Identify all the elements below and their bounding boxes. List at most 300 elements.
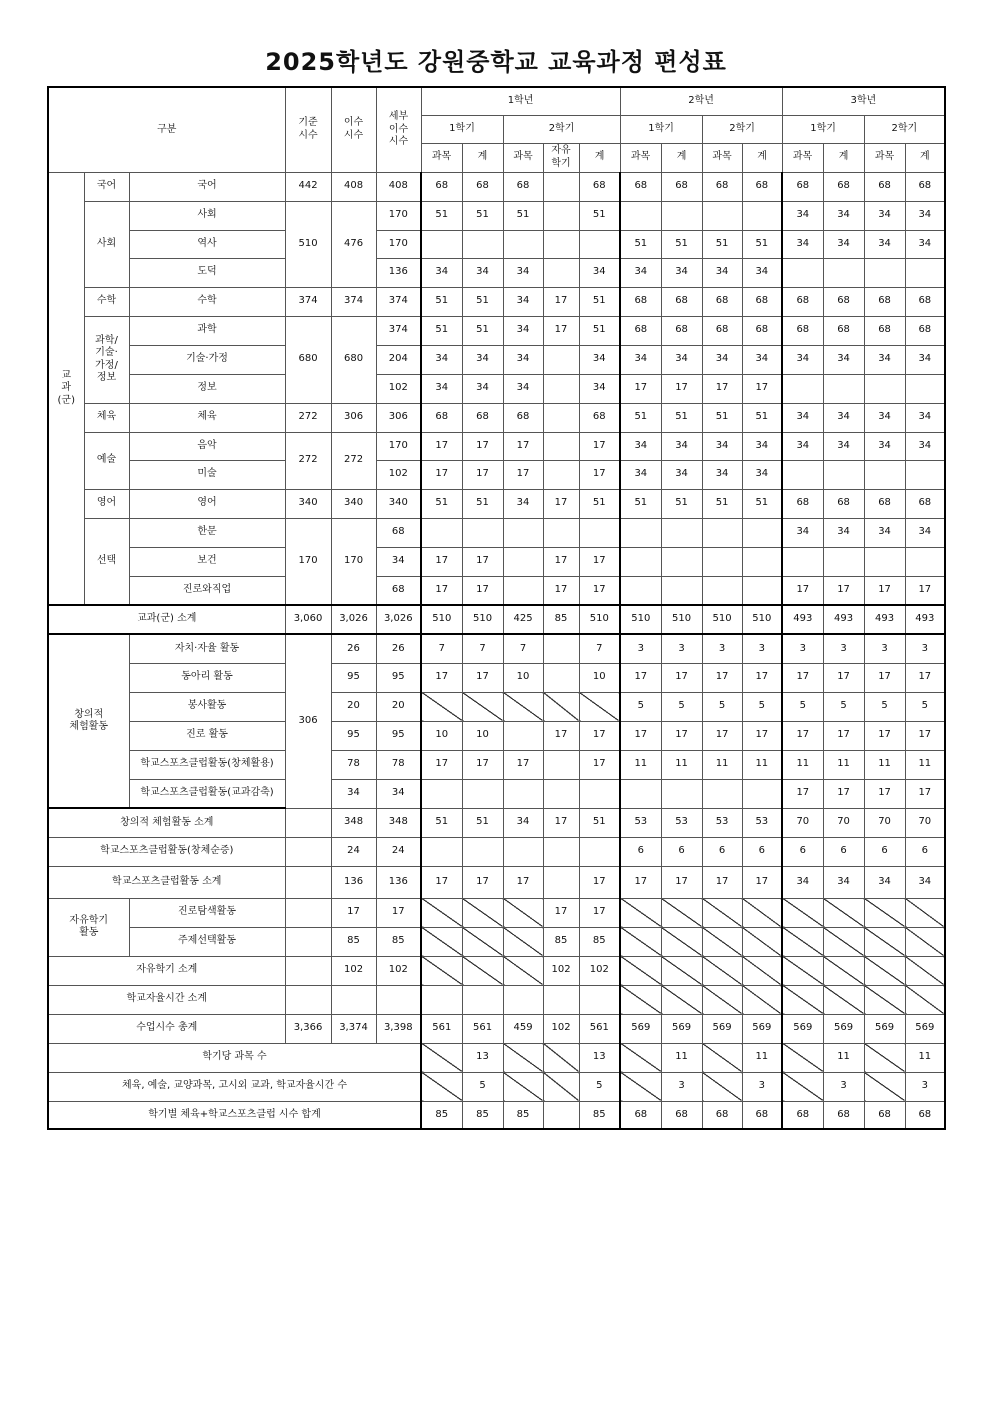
detail-hours-cell: 306 (376, 403, 421, 432)
subject-name: 영어 (129, 489, 285, 518)
value-cell: 3 (661, 1072, 702, 1101)
value-cell: 569 (742, 1014, 782, 1043)
detail-hours-cell: 374 (376, 287, 421, 316)
value-cell (543, 837, 579, 866)
value-cell: 34 (661, 432, 702, 460)
value-cell: 51 (579, 489, 620, 518)
value-cell: 569 (823, 1014, 864, 1043)
detail-hours-cell: 170 (376, 201, 421, 230)
detail-hours-cell: 95 (376, 663, 421, 692)
value-cell (905, 956, 945, 985)
value-cell: 34 (661, 460, 702, 489)
value-cell (543, 866, 579, 898)
value-cell: 51 (462, 316, 503, 345)
value-cell (823, 258, 864, 287)
activity-name: 자치·자율 활동 (129, 634, 285, 663)
subject-name: 국어 (129, 172, 285, 201)
value-cell: 3 (742, 1072, 782, 1101)
value-cell: 34 (782, 345, 823, 374)
grade1-header: 1학년 (421, 87, 620, 115)
value-cell: 7 (462, 634, 503, 663)
course-header: 과목 (782, 143, 823, 172)
value-cell: 34 (782, 432, 823, 460)
value-cell (579, 985, 620, 1014)
value-cell (503, 779, 543, 808)
value-cell: 68 (782, 1101, 823, 1129)
value-cell (543, 345, 579, 374)
value-cell: 34 (864, 866, 905, 898)
value-cell: 34 (620, 432, 661, 460)
table-row (48, 547, 945, 576)
value-cell: 510 (421, 605, 462, 634)
value-cell (864, 258, 905, 287)
detail-hours-cell: 26 (376, 634, 421, 663)
value-cell (462, 692, 503, 721)
value-cell: 17 (579, 866, 620, 898)
value-cell: 17 (782, 576, 823, 605)
table-row (48, 605, 945, 634)
value-cell: 6 (661, 837, 702, 866)
value-cell: 34 (742, 258, 782, 287)
value-cell: 10 (579, 663, 620, 692)
table-row (48, 201, 945, 230)
value-cell: 34 (905, 403, 945, 432)
take-hours-cell: 95 (331, 721, 376, 750)
take-hours-cell: 24 (331, 837, 376, 866)
value-cell: 70 (905, 808, 945, 837)
value-cell: 34 (503, 489, 543, 518)
value-cell: 17 (579, 547, 620, 576)
detail-hours-cell: 102 (376, 956, 421, 985)
value-cell: 51 (421, 201, 462, 230)
value-cell: 85 (579, 1101, 620, 1129)
subtotal-label: 자유학기 소계 (48, 956, 285, 985)
value-cell: 17 (620, 374, 661, 403)
base-hours-cell (285, 898, 331, 927)
value-cell (864, 460, 905, 489)
value-cell: 11 (823, 750, 864, 779)
detail-hours-cell: 24 (376, 837, 421, 866)
value-cell (543, 1072, 579, 1101)
value-cell (543, 692, 579, 721)
value-cell: 51 (462, 287, 503, 316)
value-cell: 68 (782, 172, 823, 201)
value-cell (702, 985, 742, 1014)
take-hours-cell: 34 (331, 779, 376, 808)
value-cell (823, 547, 864, 576)
activity-name: 학교스포츠클럽활동(창체활용) (129, 750, 285, 779)
value-cell: 17 (742, 866, 782, 898)
value-cell: 3 (702, 634, 742, 663)
subject-name: 수학 (129, 287, 285, 316)
table-row (48, 779, 945, 808)
value-cell: 68 (905, 1101, 945, 1129)
take-hours-cell: 680 (331, 316, 376, 403)
detail-hours-cell: 408 (376, 172, 421, 201)
value-cell: 6 (823, 837, 864, 866)
value-cell: 5 (782, 692, 823, 721)
base-hours-cell (285, 927, 331, 956)
subject-name: 도덕 (129, 258, 285, 287)
subject-name: 체육 (129, 403, 285, 432)
value-cell: 34 (864, 403, 905, 432)
value-cell: 68 (661, 172, 702, 201)
value-cell: 17 (661, 374, 702, 403)
value-cell (503, 547, 543, 576)
value-cell (462, 518, 503, 547)
value-cell: 85 (579, 927, 620, 956)
value-cell: 17 (579, 432, 620, 460)
value-cell: 34 (702, 460, 742, 489)
value-cell: 102 (543, 956, 579, 985)
grade3-header: 3학년 (782, 87, 945, 115)
value-cell (462, 898, 503, 927)
value-cell (702, 927, 742, 956)
subtotal-label: 학기별 체육+학교스포츠클럽 시수 합계 (48, 1101, 421, 1129)
value-cell: 34 (661, 258, 702, 287)
activity-name: 학교스포츠클럽활동(교과감축) (129, 779, 285, 808)
take-hours-cell: 136 (331, 866, 376, 898)
subject-name: 과학 (129, 316, 285, 345)
value-cell: 68 (905, 316, 945, 345)
value-cell (782, 985, 823, 1014)
value-cell: 34 (782, 518, 823, 547)
subtotal-label: 학교자율시간 소계 (48, 985, 285, 1014)
table-row (48, 316, 945, 345)
value-cell (503, 985, 543, 1014)
value-cell (503, 956, 543, 985)
detail-hours-cell: 136 (376, 258, 421, 287)
value-cell: 51 (702, 230, 742, 258)
value-cell: 68 (782, 316, 823, 345)
value-cell (421, 1072, 462, 1101)
value-cell: 68 (742, 316, 782, 345)
table-row (48, 432, 945, 460)
detail-hours-cell: 340 (376, 489, 421, 518)
table-row (48, 518, 945, 547)
base-hours-cell (285, 808, 331, 837)
detail-hours-cell: 170 (376, 230, 421, 258)
value-cell: 68 (462, 172, 503, 201)
value-cell: 17 (782, 779, 823, 808)
value-cell: 85 (503, 1101, 543, 1129)
value-cell: 34 (905, 345, 945, 374)
value-cell: 569 (620, 1014, 661, 1043)
value-cell: 7 (503, 634, 543, 663)
detail-hours-cell: 68 (376, 518, 421, 547)
value-cell (503, 837, 543, 866)
detail-hours-cell (376, 985, 421, 1014)
value-cell: 68 (823, 489, 864, 518)
subtotal-label: 수업시수 총계 (48, 1014, 285, 1043)
value-cell: 3 (905, 1072, 945, 1101)
value-cell: 34 (742, 345, 782, 374)
table-row (48, 837, 945, 866)
value-cell: 68 (661, 1101, 702, 1129)
value-cell (421, 1043, 462, 1072)
value-cell: 17 (702, 663, 742, 692)
value-cell (620, 956, 661, 985)
take-hours-cell: 408 (331, 172, 376, 201)
value-cell: 68 (702, 316, 742, 345)
value-cell: 34 (503, 374, 543, 403)
value-cell (905, 374, 945, 403)
value-cell (661, 547, 702, 576)
value-cell: 13 (579, 1043, 620, 1072)
value-cell: 17 (620, 721, 661, 750)
detail-hours-cell: 204 (376, 345, 421, 374)
value-cell: 68 (661, 287, 702, 316)
value-cell: 11 (905, 1043, 945, 1072)
value-cell: 7 (421, 634, 462, 663)
value-cell: 51 (661, 403, 702, 432)
value-cell: 68 (864, 316, 905, 345)
value-cell: 51 (421, 316, 462, 345)
value-cell: 17 (702, 866, 742, 898)
value-cell: 34 (620, 460, 661, 489)
value-cell (503, 1043, 543, 1072)
value-cell: 68 (702, 172, 742, 201)
value-cell: 17 (782, 721, 823, 750)
value-cell: 53 (620, 808, 661, 837)
value-cell: 569 (782, 1014, 823, 1043)
value-cell (782, 898, 823, 927)
gubun-header: 구분 (48, 87, 285, 172)
value-cell (823, 985, 864, 1014)
value-cell: 34 (462, 345, 503, 374)
activity-name: 봉사활동 (129, 692, 285, 721)
value-cell: 3 (620, 634, 661, 663)
value-cell: 51 (579, 287, 620, 316)
value-cell: 17 (742, 663, 782, 692)
value-cell: 17 (864, 663, 905, 692)
value-cell (823, 927, 864, 956)
value-cell: 7 (579, 634, 620, 663)
subject-group: 과학/ 기술· 가정/ 정보 (84, 316, 129, 403)
table-row (48, 576, 945, 605)
base-hours-cell: 680 (285, 316, 331, 403)
take-hours-cell: 17 (331, 898, 376, 927)
value-cell (421, 898, 462, 927)
value-cell: 34 (462, 374, 503, 403)
table-row (48, 866, 945, 898)
value-cell (864, 985, 905, 1014)
value-cell: 5 (620, 692, 661, 721)
take-hours-cell: 170 (331, 518, 376, 605)
value-cell: 17 (864, 721, 905, 750)
value-cell: 510 (742, 605, 782, 634)
value-cell (782, 956, 823, 985)
detail-hours-cell: 68 (376, 576, 421, 605)
value-cell: 34 (702, 432, 742, 460)
grade2-header: 2학년 (620, 87, 782, 115)
value-cell: 34 (702, 345, 742, 374)
subject-name: 사회 (129, 201, 285, 230)
value-cell: 51 (579, 201, 620, 230)
activity-name: 동아리 활동 (129, 663, 285, 692)
base-hours-cell: 3,060 (285, 605, 331, 634)
base-hours-cell: 272 (285, 432, 331, 489)
value-cell: 34 (782, 201, 823, 230)
value-cell (421, 956, 462, 985)
value-cell (543, 779, 579, 808)
value-cell (543, 634, 579, 663)
table-row (48, 374, 945, 403)
value-cell: 17 (503, 750, 543, 779)
value-cell (620, 518, 661, 547)
value-cell (864, 1072, 905, 1101)
value-cell (905, 460, 945, 489)
activity-name: 진로탐색활동 (129, 898, 285, 927)
value-cell: 17 (661, 866, 702, 898)
value-cell: 17 (579, 576, 620, 605)
value-cell: 17 (620, 866, 661, 898)
value-cell: 17 (421, 663, 462, 692)
value-cell: 561 (462, 1014, 503, 1043)
table-row (48, 927, 945, 956)
value-cell: 51 (742, 403, 782, 432)
value-cell: 17 (905, 663, 945, 692)
value-cell: 68 (823, 287, 864, 316)
value-cell (462, 837, 503, 866)
value-cell: 34 (823, 432, 864, 460)
detail-hours-cell: 85 (376, 927, 421, 956)
value-cell: 493 (823, 605, 864, 634)
activity-name: 진로 활동 (129, 721, 285, 750)
base-hours-cell: 340 (285, 489, 331, 518)
course-header: 과목 (864, 143, 905, 172)
value-cell (543, 432, 579, 460)
take-hours-cell: 85 (331, 927, 376, 956)
value-cell (462, 927, 503, 956)
value-cell: 17 (543, 287, 579, 316)
value-cell: 68 (864, 172, 905, 201)
value-cell (462, 779, 503, 808)
take-hours-cell: 272 (331, 432, 376, 489)
value-cell: 11 (782, 750, 823, 779)
value-cell (661, 576, 702, 605)
value-cell (620, 547, 661, 576)
value-cell: 493 (782, 605, 823, 634)
value-cell (864, 927, 905, 956)
value-cell: 17 (579, 721, 620, 750)
value-cell: 3 (782, 634, 823, 663)
value-cell: 68 (503, 403, 543, 432)
value-cell: 6 (864, 837, 905, 866)
table-row (48, 403, 945, 432)
value-cell: 68 (620, 287, 661, 316)
value-cell: 34 (661, 345, 702, 374)
value-cell (782, 460, 823, 489)
value-cell: 569 (905, 1014, 945, 1043)
value-cell: 68 (864, 287, 905, 316)
value-cell: 510 (702, 605, 742, 634)
value-cell (503, 1072, 543, 1101)
value-cell (905, 898, 945, 927)
value-cell (661, 779, 702, 808)
value-cell: 68 (864, 489, 905, 518)
activity-name: 주제선택활동 (129, 927, 285, 956)
subject-group: 예술 (84, 432, 129, 489)
semester-header: 2학기 (503, 115, 620, 143)
subtotal-label: 교과(군) 소계 (48, 605, 285, 634)
value-cell (823, 460, 864, 489)
value-cell: 51 (661, 489, 702, 518)
value-cell (579, 692, 620, 721)
value-cell: 6 (742, 837, 782, 866)
header-row (48, 87, 945, 115)
value-cell: 34 (503, 316, 543, 345)
value-cell (543, 663, 579, 692)
value-cell: 34 (864, 201, 905, 230)
base-hours-cell: 272 (285, 403, 331, 432)
base-hours-cell (285, 837, 331, 866)
value-cell: 34 (905, 432, 945, 460)
value-cell: 17 (905, 576, 945, 605)
value-cell: 53 (742, 808, 782, 837)
value-cell: 459 (503, 1014, 543, 1043)
value-cell: 70 (782, 808, 823, 837)
subject-name: 미술 (129, 460, 285, 489)
value-cell: 17 (543, 721, 579, 750)
subject-group: 선택 (84, 518, 129, 605)
value-cell: 68 (579, 172, 620, 201)
table-row (48, 258, 945, 287)
value-cell: 17 (823, 779, 864, 808)
value-cell: 493 (864, 605, 905, 634)
detail-hours-cell: 102 (376, 460, 421, 489)
value-cell: 68 (421, 403, 462, 432)
semester-header: 2학기 (864, 115, 945, 143)
value-cell (462, 956, 503, 985)
value-cell (421, 837, 462, 866)
subject-name: 역사 (129, 230, 285, 258)
value-cell: 85 (421, 1101, 462, 1129)
value-cell (503, 576, 543, 605)
value-cell: 6 (702, 837, 742, 866)
value-cell: 3 (905, 634, 945, 663)
value-cell: 70 (823, 808, 864, 837)
value-cell: 11 (823, 1043, 864, 1072)
table-row (48, 634, 945, 663)
subtotal-label: 학교스포츠클럽활동 소계 (48, 866, 285, 898)
subject-group: 영어 (84, 489, 129, 518)
table-row (48, 721, 945, 750)
value-cell: 17 (462, 576, 503, 605)
value-cell (543, 201, 579, 230)
value-cell: 17 (742, 374, 782, 403)
value-cell: 34 (905, 230, 945, 258)
value-cell (620, 985, 661, 1014)
value-cell (702, 576, 742, 605)
subtotal-label: 체육, 예술, 교양과목, 고시외 교과, 학교자율시간 수 (48, 1072, 421, 1101)
value-cell: 102 (543, 1014, 579, 1043)
total-header: 계 (661, 143, 702, 172)
value-cell: 34 (905, 518, 945, 547)
value-cell: 51 (503, 201, 543, 230)
course-header: 과목 (503, 143, 543, 172)
value-cell (702, 201, 742, 230)
value-cell (503, 898, 543, 927)
subject-name: 음악 (129, 432, 285, 460)
detail-hours-cell: 20 (376, 692, 421, 721)
base-hours-cell (285, 985, 331, 1014)
value-cell: 34 (782, 866, 823, 898)
base-hours-cell: 442 (285, 172, 331, 201)
base-hours-cell: 3,366 (285, 1014, 331, 1043)
value-cell: 68 (620, 1101, 661, 1129)
detail-hours-cell: 95 (376, 721, 421, 750)
